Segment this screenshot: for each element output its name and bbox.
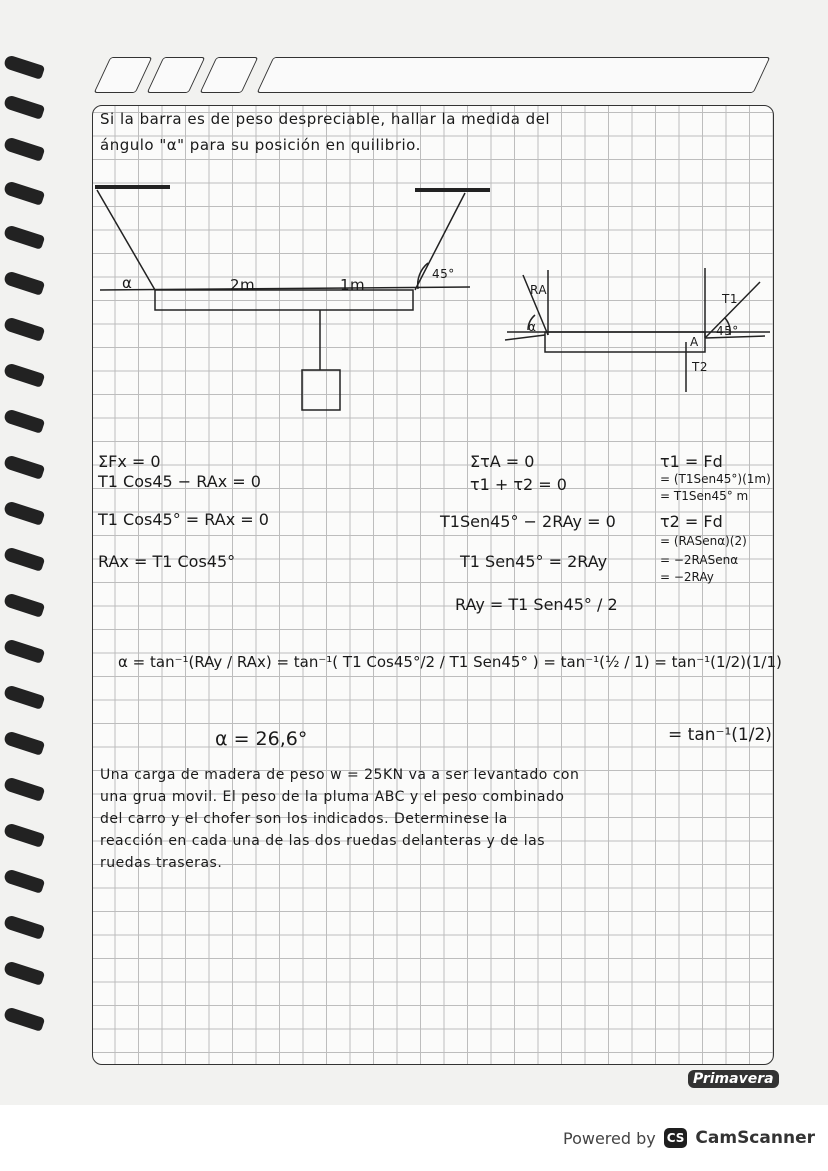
eq-right-6: = −2RAy bbox=[660, 570, 714, 584]
eq-center-0: ΣτA = 0 bbox=[470, 452, 535, 471]
fbd-a-label: A bbox=[690, 335, 699, 349]
length-right: 1m bbox=[340, 276, 366, 294]
eq-left-1: T1 Cos45 − RAx = 0 bbox=[98, 472, 261, 491]
fbd-alpha-label: α bbox=[528, 320, 537, 334]
eq-right-2: = T1Sen45° m bbox=[660, 489, 749, 503]
eq-right-3: τ2 = Fd bbox=[660, 512, 723, 531]
fbd-t2-label: T2 bbox=[692, 360, 708, 374]
eq-right-4: = (RASenα)(2) bbox=[660, 534, 747, 548]
length-left: 2m bbox=[230, 276, 256, 294]
eq-right-0: τ1 = Fd bbox=[660, 452, 723, 471]
fbd-angle-label: 45° bbox=[716, 324, 739, 338]
eq-right-1: = (T1Sen45°)(1m) bbox=[660, 472, 771, 486]
angle-label: 45° bbox=[432, 267, 455, 281]
problem2-line: del carro y el chofer son los indicados. Determinese la bbox=[100, 811, 508, 827]
eq-center-1: τ1 + τ2 = 0 bbox=[470, 475, 567, 494]
camscanner-logo-icon: CS bbox=[664, 1128, 688, 1148]
problem2-line: reacción en cada una de las dos ruedas delanteras y de las bbox=[100, 833, 546, 849]
eq-right-5: = −2RASenα bbox=[660, 553, 739, 567]
alpha-result: α = 26,6° bbox=[215, 728, 308, 750]
alpha-derivation: α = tan⁻¹(RAy / RAx) = tan⁻¹( T1 Cos45°/2 / T1 Sen45° ) = tan⁻¹(½ / 1) = tan⁻¹(1/2)(1/1) bbox=[118, 653, 782, 671]
alpha-label: α bbox=[122, 274, 133, 292]
problem2-line: ruedas traseras. bbox=[100, 855, 223, 871]
powered-by-text: Powered by bbox=[563, 1128, 656, 1148]
problem2-line: Una carga de madera de peso w = 25KN va a ser levantado con bbox=[100, 767, 580, 783]
eq-left-0: ΣFx = 0 bbox=[98, 452, 161, 471]
camscanner-footer bbox=[563, 1128, 815, 1148]
camscanner-name: CamScanner bbox=[695, 1128, 815, 1148]
eq-left-2: T1 Cos45° = RAx = 0 bbox=[98, 510, 269, 529]
fbd-t1-label: T1 bbox=[722, 292, 738, 306]
alpha-derivation-2: = tan⁻¹(1/2) bbox=[668, 725, 772, 745]
problem2-line: una grua movil. El peso de la pluma ABC y el peso combinado bbox=[100, 789, 565, 805]
beam-diagram bbox=[0, 0, 828, 440]
eq-left-3: RAx = T1 Cos45° bbox=[98, 552, 236, 571]
eq-center-4: RAy = T1 Sen45° / 2 bbox=[455, 595, 618, 614]
eq-center-2: T1Sen45° − 2RAy = 0 bbox=[440, 512, 616, 531]
notebook-brand-logo: Primavera bbox=[688, 1070, 779, 1088]
eq-center-3: T1 Sen45° = 2RAy bbox=[460, 552, 608, 571]
fbd-ra-label: RA bbox=[530, 283, 548, 297]
problem1-line1: Si la barra es de peso despreciable, hallar la medida del bbox=[100, 110, 551, 128]
problem1-line2: ángulo "α" para su posición en quilibrio. bbox=[100, 136, 421, 154]
